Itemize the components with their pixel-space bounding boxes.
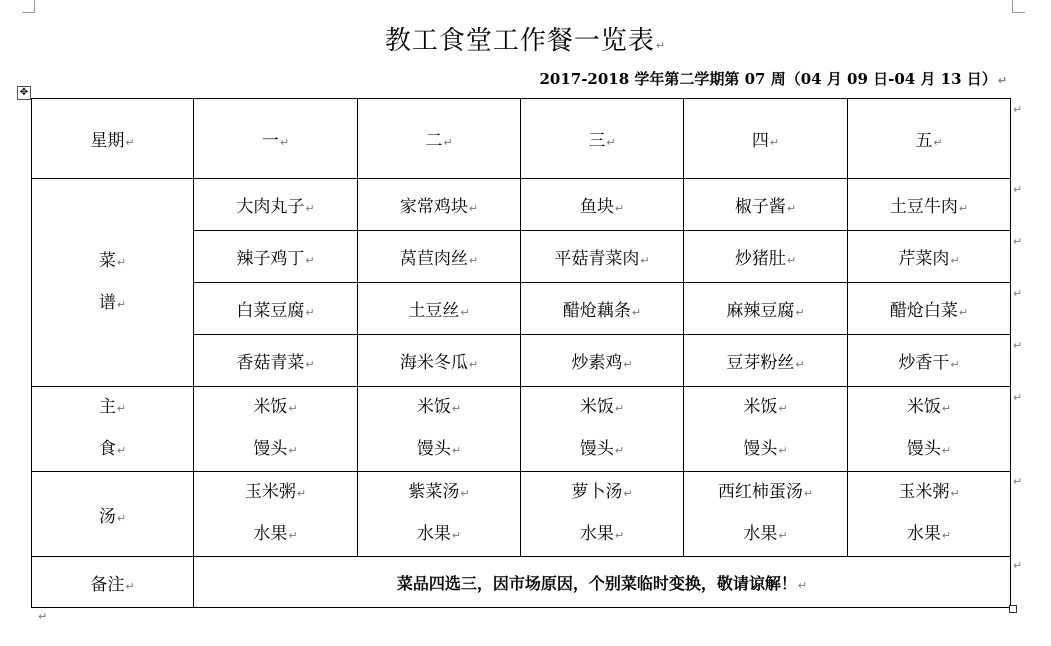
- dish-cell[interactable]: 香菇青菜↵: [194, 335, 358, 387]
- dish-cell[interactable]: 炒素鸡↵: [521, 335, 684, 387]
- row-end-mark: ↵: [1013, 183, 1023, 196]
- header-cell-label[interactable]: 星期↵: [32, 99, 194, 179]
- row-end-mark: ↵: [1013, 475, 1023, 488]
- table-move-handle-icon[interactable]: ✥: [17, 86, 31, 100]
- dish-row: [32, 179, 1011, 231]
- row-end-mark: ↵: [1013, 103, 1023, 116]
- staple-row: [32, 387, 1011, 472]
- dish-cell[interactable]: 海米冬瓜↵: [358, 335, 521, 387]
- week-subtitle[interactable]: 2017-2018 学年第二学期第 07 周（04 月 09 日-04 月 13 日）↵: [539, 70, 1007, 88]
- dish-cell[interactable]: 莴苣肉丝↵: [358, 231, 521, 283]
- header-cell-day[interactable]: 四↵: [684, 99, 848, 179]
- dish-cell[interactable]: 醋炝白菜↵: [848, 283, 1011, 335]
- header-cell-day[interactable]: 二↵: [358, 99, 521, 179]
- header-cell-day[interactable]: 五↵: [848, 99, 1011, 179]
- staple-cell[interactable]: 米饭↵ 馒头↵: [194, 387, 358, 472]
- row-end-mark: ↵: [1013, 559, 1023, 572]
- dish-cell[interactable]: 白菜豆腐↵: [194, 283, 358, 335]
- row-end-mark: ↵: [1013, 339, 1023, 352]
- staple-cell[interactable]: 米饭↵ 馒头↵: [358, 387, 521, 472]
- dish-cell[interactable]: 土豆牛肉↵: [848, 179, 1011, 231]
- staple-cell[interactable]: 米饭↵ 馒头↵: [684, 387, 848, 472]
- document-title[interactable]: 教工食堂工作餐一览表↵: [384, 26, 667, 56]
- note-label-cell[interactable]: 备注↵: [32, 557, 194, 608]
- dish-cell[interactable]: 芹菜肉↵: [848, 231, 1011, 283]
- dish-cell[interactable]: 辣子鸡丁↵: [194, 231, 358, 283]
- dish-cell[interactable]: 椒子酱↵: [684, 179, 848, 231]
- note-row: [32, 557, 1011, 608]
- header-row: [32, 99, 1011, 179]
- dish-cell[interactable]: 大肉丸子↵: [194, 179, 358, 231]
- soup-row: [32, 472, 1011, 557]
- dish-cell[interactable]: 豆芽粉丝↵: [684, 335, 848, 387]
- soup-cell[interactable]: 紫菜汤↵ 水果↵: [358, 472, 521, 557]
- soup-label-cell[interactable]: 汤↵: [32, 472, 194, 557]
- soup-cell[interactable]: 玉米粥↵ 水果↵: [194, 472, 358, 557]
- dish-cell[interactable]: 平菇青菜肉↵: [521, 231, 684, 283]
- dish-cell[interactable]: 家常鸡块↵: [358, 179, 521, 231]
- dish-cell[interactable]: 醋炝藕条↵: [521, 283, 684, 335]
- page-corner-mark-left: [22, 0, 35, 13]
- menu-table: [31, 98, 1011, 608]
- dish-cell[interactable]: 鱼块↵: [521, 179, 684, 231]
- page-corner-mark-right: [1012, 0, 1025, 13]
- staple-cell[interactable]: 米饭↵ 馒头↵: [521, 387, 684, 472]
- end-paragraph-mark: ↵: [38, 610, 48, 623]
- header-cell-day[interactable]: 三↵: [521, 99, 684, 179]
- table-resize-handle[interactable]: [1009, 605, 1017, 613]
- row-end-mark: ↵: [1013, 287, 1023, 300]
- staple-label-cell[interactable]: 主↵ 食↵: [32, 387, 194, 472]
- soup-cell[interactable]: 玉米粥↵ 水果↵: [848, 472, 1011, 557]
- soup-cell[interactable]: 西红柿蛋汤↵ 水果↵: [684, 472, 848, 557]
- header-cell-day[interactable]: 一↵: [194, 99, 358, 179]
- row-end-mark: ↵: [1013, 235, 1023, 248]
- dish-cell[interactable]: 土豆丝↵: [358, 283, 521, 335]
- note-cell[interactable]: 菜品四选三，因市场原因，个别菜临时变换，敬请谅解！↵: [194, 557, 1011, 608]
- dish-cell[interactable]: 麻辣豆腐↵: [684, 283, 848, 335]
- row-end-mark: ↵: [1013, 391, 1023, 404]
- dish-cell[interactable]: 炒猪肚↵: [684, 231, 848, 283]
- dish-cell[interactable]: 炒香干↵: [848, 335, 1011, 387]
- soup-cell[interactable]: 萝卜汤↵ 水果↵: [521, 472, 684, 557]
- staple-cell[interactable]: 米饭↵ 馒头↵: [848, 387, 1011, 472]
- dishes-label-cell[interactable]: 菜↵ 谱↵: [32, 179, 194, 387]
